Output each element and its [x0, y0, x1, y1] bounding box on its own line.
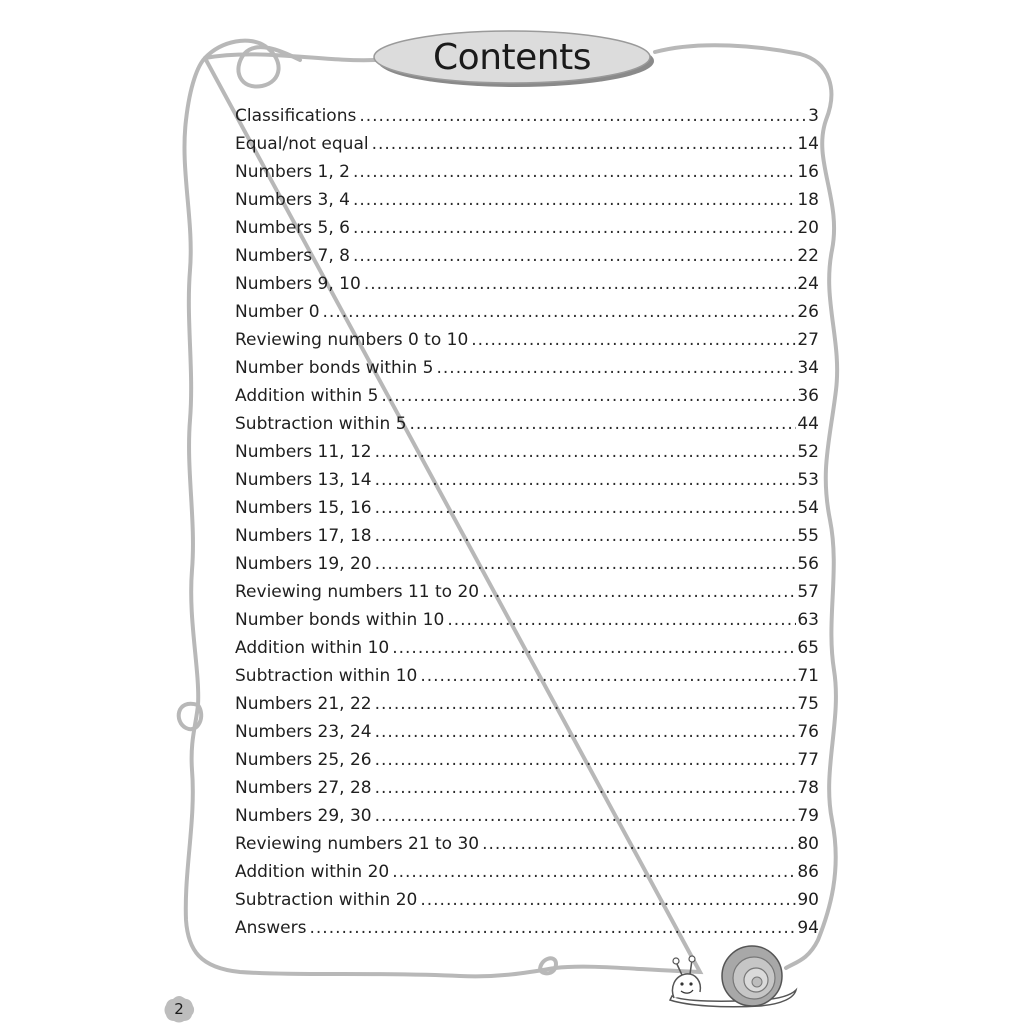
toc-entry: [235, 858, 819, 886]
toc-entry: [235, 270, 819, 298]
toc-entry-title: Reviewing numbers 0 to 10: [235, 330, 469, 350]
toc-dot-leader: [410, 410, 797, 438]
toc-dot-leader: [392, 634, 796, 662]
toc-entry-title: Numbers 5, 6: [235, 218, 350, 238]
toc-entry-page: 24: [797, 274, 819, 294]
toc-entry-page: 75: [797, 694, 819, 714]
toc-dot-leader: [359, 102, 807, 130]
toc-entry: [235, 634, 819, 662]
toc-entry-page: 78: [797, 778, 819, 798]
toc-entry-title: Number bonds within 5: [235, 358, 434, 378]
toc-entry-title: Classifications: [235, 106, 357, 126]
toc-entry: [235, 354, 819, 382]
toc-entry-title: Numbers 3, 4: [235, 190, 350, 210]
toc-dot-leader: [353, 158, 796, 186]
toc-entry-page: 57: [797, 582, 819, 602]
toc-entry-page: 53: [797, 470, 819, 490]
toc-entry-page: 71: [797, 666, 819, 686]
toc-entry: [235, 214, 819, 242]
toc-entry-title: Numbers 15, 16: [235, 498, 372, 518]
toc-dot-leader: [482, 830, 796, 858]
toc-entry-page: 79: [797, 806, 819, 826]
toc-entry-page: 76: [797, 722, 819, 742]
toc-dot-leader: [375, 550, 797, 578]
toc-dot-leader: [392, 858, 796, 886]
page-number: 2: [174, 1000, 184, 1018]
toc-dot-leader: [353, 186, 796, 214]
toc-entry-title: Subtraction within 5: [235, 414, 407, 434]
toc-entry-page: 90: [797, 890, 819, 910]
toc-entry-page: 27: [797, 330, 819, 350]
toc-entry: [235, 410, 819, 438]
toc-entry-page: 44: [797, 414, 819, 434]
toc-dot-leader: [375, 494, 797, 522]
page-title: Contents: [433, 36, 591, 78]
toc-dot-leader: [372, 130, 797, 158]
toc-entry: [235, 298, 819, 326]
toc-entry-title: Answers: [235, 918, 307, 938]
toc-entry-title: Numbers 17, 18: [235, 526, 372, 546]
toc-entry-page: 94: [797, 918, 819, 938]
toc-entry-page: 36: [797, 386, 819, 406]
toc-entry: [235, 494, 819, 522]
toc-entry-title: Addition within 10: [235, 638, 390, 658]
toc-entry: [235, 326, 819, 354]
toc-entry-page: 54: [797, 498, 819, 518]
toc-entry: [235, 914, 819, 942]
toc-entry: [235, 242, 819, 270]
toc-dot-leader: [375, 718, 797, 746]
toc-dot-leader: [375, 802, 797, 830]
toc-entry: [235, 522, 819, 550]
toc-dot-leader: [447, 606, 796, 634]
toc-dot-leader: [381, 382, 796, 410]
toc-entry-page: 20: [797, 218, 819, 238]
toc-dot-leader: [471, 326, 796, 354]
toc-entry: [235, 606, 819, 634]
toc-dot-leader: [420, 886, 796, 914]
toc-entry-title: Subtraction within 10: [235, 666, 418, 686]
toc-entry: [235, 550, 819, 578]
toc-dot-leader: [364, 270, 797, 298]
toc-entry-title: Numbers 25, 26: [235, 750, 372, 770]
toc-entry-page: 77: [797, 750, 819, 770]
toc-entry: [235, 186, 819, 214]
toc-dot-leader: [420, 662, 796, 690]
toc-entry-title: Numbers 11, 12: [235, 442, 372, 462]
toc-entry-page: 56: [797, 554, 819, 574]
toc-entry-title: Reviewing numbers 11 to 20: [235, 582, 480, 602]
toc-entry-page: 65: [797, 638, 819, 658]
toc-entry-page: 18: [797, 190, 819, 210]
toc-entry-title: Numbers 9, 10: [235, 274, 361, 294]
toc-entry: [235, 718, 819, 746]
toc-entry-page: 3: [808, 106, 819, 126]
toc-entry: [235, 466, 819, 494]
table-of-contents: [235, 102, 819, 942]
toc-entry: [235, 158, 819, 186]
toc-dot-leader: [375, 438, 797, 466]
toc-entry-page: 14: [797, 134, 819, 154]
toc-entry-title: Numbers 7, 8: [235, 246, 350, 266]
toc-dot-leader: [353, 214, 796, 242]
toc-entry: [235, 802, 819, 830]
toc-entry-page: 52: [797, 442, 819, 462]
toc-dot-leader: [375, 774, 797, 802]
toc-dot-leader: [482, 578, 796, 606]
toc-dot-leader: [375, 690, 797, 718]
toc-entry-page: 86: [797, 862, 819, 882]
toc-entry-title: Numbers 19, 20: [235, 554, 372, 574]
toc-entry: [235, 774, 819, 802]
toc-entry-title: Numbers 13, 14: [235, 470, 372, 490]
toc-entry-page: 34: [797, 358, 819, 378]
toc-entry: [235, 578, 819, 606]
toc-entry: [235, 886, 819, 914]
toc-entry-title: Number 0: [235, 302, 320, 322]
toc-entry: [235, 102, 819, 130]
toc-entry-page: 63: [797, 610, 819, 630]
toc-dot-leader: [375, 522, 797, 550]
toc-entry-page: 55: [797, 526, 819, 546]
toc-entry-title: Equal/not equal: [235, 134, 369, 154]
toc-entry-title: Numbers 1, 2: [235, 162, 350, 182]
toc-entry-page: 22: [797, 246, 819, 266]
toc-entry-title: Reviewing numbers 21 to 30: [235, 834, 480, 854]
toc-entry: [235, 746, 819, 774]
toc-entry-title: Addition within 5: [235, 386, 379, 406]
toc-entry-page: 26: [797, 302, 819, 322]
toc-dot-leader: [323, 298, 797, 326]
toc-entry-title: Number bonds within 10: [235, 610, 445, 630]
toc-dot-leader: [375, 746, 797, 774]
toc-entry-page: 80: [797, 834, 819, 854]
toc-entry: [235, 690, 819, 718]
snail-icon: [664, 944, 804, 1008]
toc-entry-title: Numbers 29, 30: [235, 806, 372, 826]
toc-entry-title: Numbers 21, 22: [235, 694, 372, 714]
toc-entry-title: Numbers 27, 28: [235, 778, 372, 798]
toc-dot-leader: [309, 914, 796, 942]
toc-entry: [235, 382, 819, 410]
toc-entry-title: Numbers 23, 24: [235, 722, 372, 742]
toc-entry: [235, 438, 819, 466]
toc-entry-title: Addition within 20: [235, 862, 390, 882]
toc-dot-leader: [437, 354, 797, 382]
toc-dot-leader: [353, 242, 796, 270]
toc-entry-title: Subtraction within 20: [235, 890, 418, 910]
toc-dot-leader: [375, 466, 797, 494]
toc-entry: [235, 830, 819, 858]
toc-entry: [235, 662, 819, 690]
toc-entry: [235, 130, 819, 158]
toc-entry-page: 16: [797, 162, 819, 182]
